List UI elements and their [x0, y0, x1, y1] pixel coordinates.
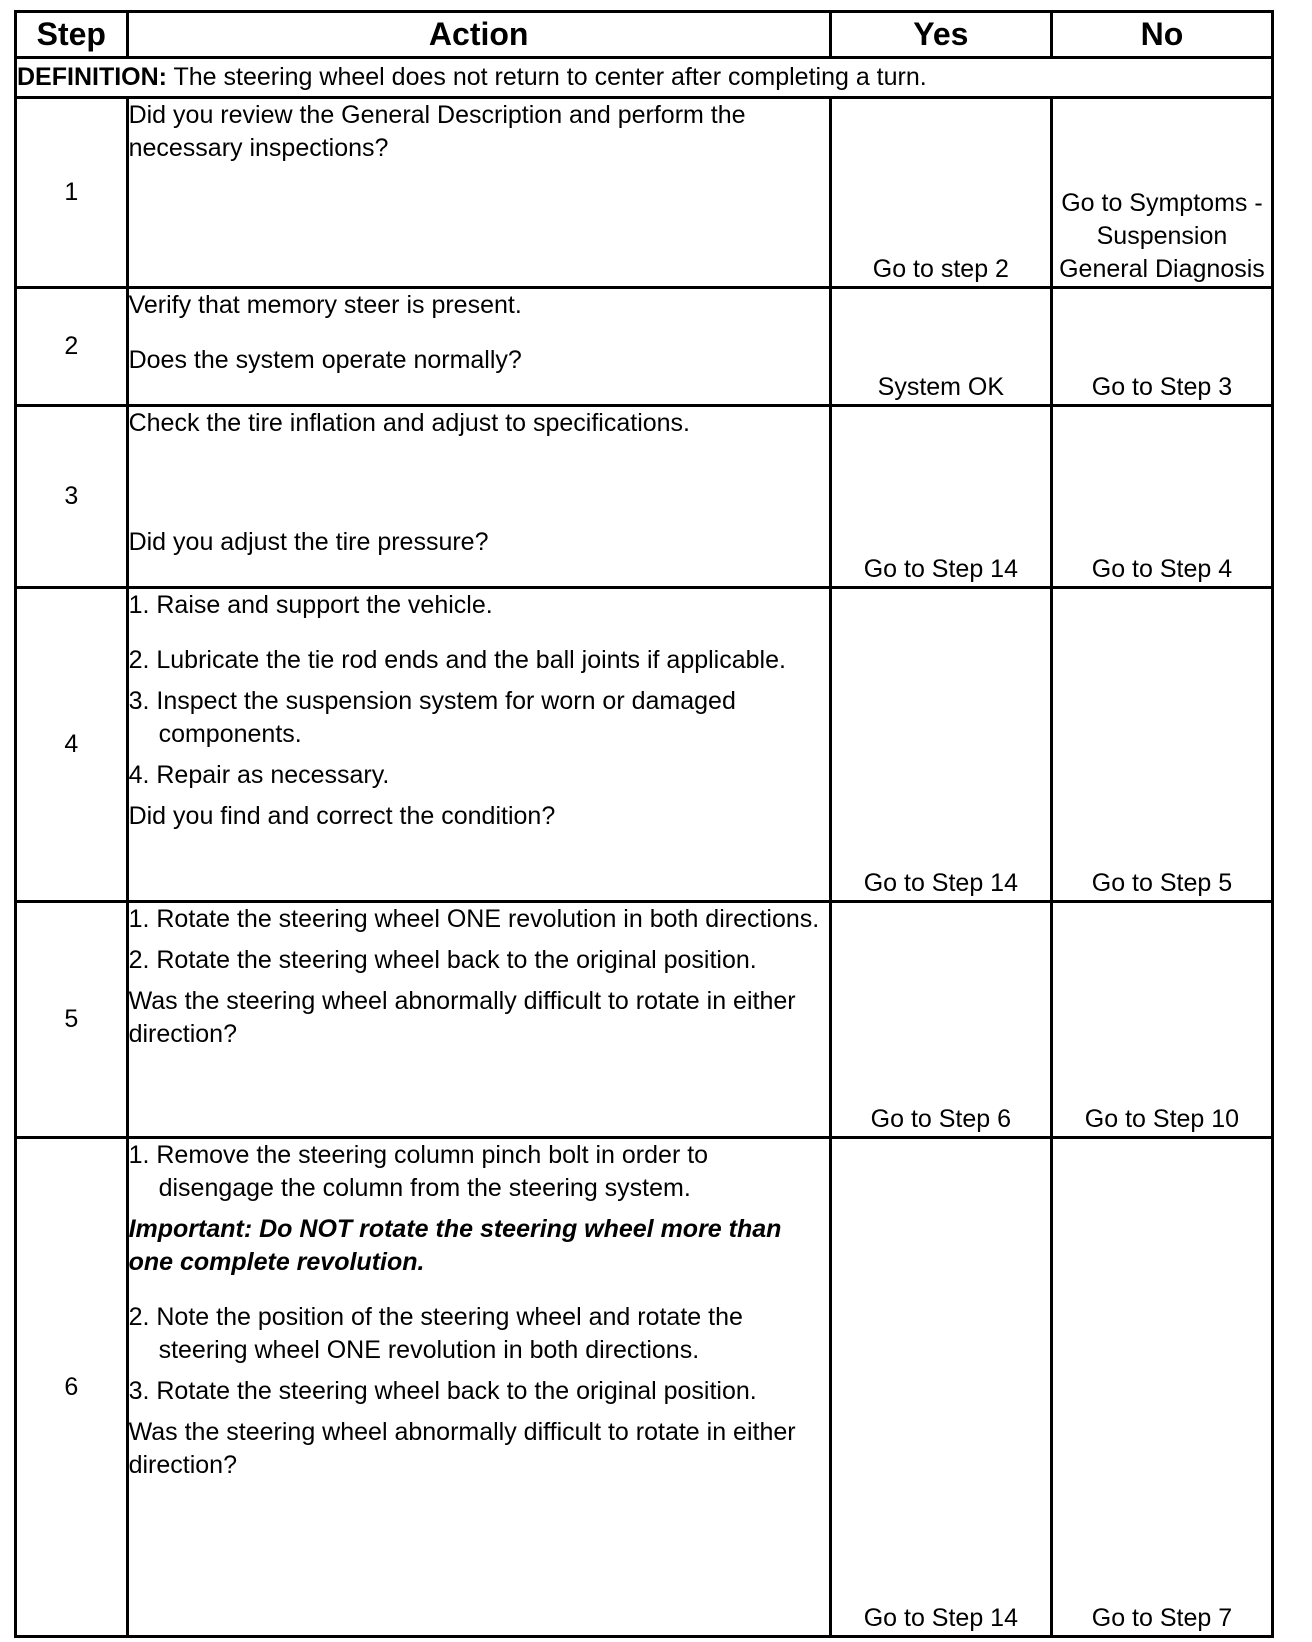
header-step: Step [16, 12, 128, 58]
action-question: Was the steering wheel abnormally difficult to rotate in either direction? [128, 1418, 796, 1479]
action-cell [127, 288, 830, 406]
yes-cell: Go to Step 6 [830, 902, 1051, 1138]
yes-cell: Go to Step 14 [830, 1138, 1051, 1637]
step-number: 2 [16, 288, 128, 406]
step-number: 5 [16, 902, 128, 1138]
action-question: Did you review the General Description and perform the necessary inspections? [128, 101, 746, 162]
no-cell: Go to Step 4 [1051, 406, 1272, 588]
table-row [16, 288, 1273, 406]
yes-cell: System OK [830, 288, 1051, 406]
no-cell: Go to Step 3 [1051, 288, 1272, 406]
definition-row [16, 58, 1273, 98]
action-line: Check the tire inflation and adjust to specifications. [128, 409, 691, 437]
action-item: 4. Repair as necessary. [128, 761, 390, 789]
yes-cell: Go to Step 14 [830, 588, 1051, 902]
definition-cell [16, 58, 1273, 98]
action-question: Was the steering wheel abnormally difficult to rotate in either direction? [128, 987, 796, 1048]
action-cell [127, 98, 830, 288]
header-no: No [1051, 12, 1272, 58]
action-item: 1. Raise and support the vehicle. [128, 591, 493, 619]
header-yes: Yes [830, 12, 1051, 58]
definition-label: DEFINITION: [17, 63, 167, 91]
table-row [16, 1138, 1273, 1637]
no-cell: Go to Step 10 [1051, 902, 1272, 1138]
no-cell: Go to Symptoms - Suspension General Diagnosis [1051, 98, 1272, 288]
header-row [16, 12, 1273, 58]
yes-cell: Go to Step 14 [830, 406, 1051, 588]
action-question: Does the system operate normally? [128, 346, 522, 374]
table-row [16, 902, 1273, 1138]
yes-cell: Go to step 2 [830, 98, 1051, 288]
no-cell: Go to Step 5 [1051, 588, 1272, 902]
table-row [16, 98, 1273, 288]
action-item: 3. Rotate the steering wheel back to the original position. [128, 1377, 757, 1405]
step-number: 1 [16, 98, 128, 288]
header-action: Action [127, 12, 830, 58]
important-note: Important: Do NOT rotate the steering wheel more than one complete revolution. [128, 1215, 782, 1276]
action-line: Verify that memory steer is present. [128, 291, 522, 319]
action-item: 2. Rotate the steering wheel back to the original position. [128, 946, 757, 974]
table-row [16, 406, 1273, 588]
no-cell: Go to Step 7 [1051, 1138, 1272, 1637]
table-row [16, 588, 1273, 902]
action-question: Did you find and correct the condition? [128, 802, 556, 830]
step-number: 3 [16, 406, 128, 588]
action-item: 2. Note the position of the steering wheel and rotate the steering wheel ONE revolution in both directions. [128, 1303, 743, 1364]
action-cell [127, 588, 830, 902]
action-cell [127, 902, 830, 1138]
diagnostic-table [14, 10, 1274, 1638]
action-item: 1. Rotate the steering wheel ONE revolution in both directions. [128, 905, 820, 933]
action-cell [127, 1138, 830, 1637]
step-number: 6 [16, 1138, 128, 1637]
definition-text: The steering wheel does not return to center after completing a turn. [167, 63, 927, 91]
action-cell [127, 406, 830, 588]
step-number: 4 [16, 588, 128, 902]
action-question: Did you adjust the tire pressure? [128, 528, 489, 556]
action-item: 2. Lubricate the tie rod ends and the ball joints if applicable. [128, 646, 786, 674]
action-item: 1. Remove the steering column pinch bolt in order to disengage the column from the steering system. [128, 1141, 709, 1202]
action-item: 3. Inspect the suspension system for worn or damaged components. [128, 687, 736, 748]
